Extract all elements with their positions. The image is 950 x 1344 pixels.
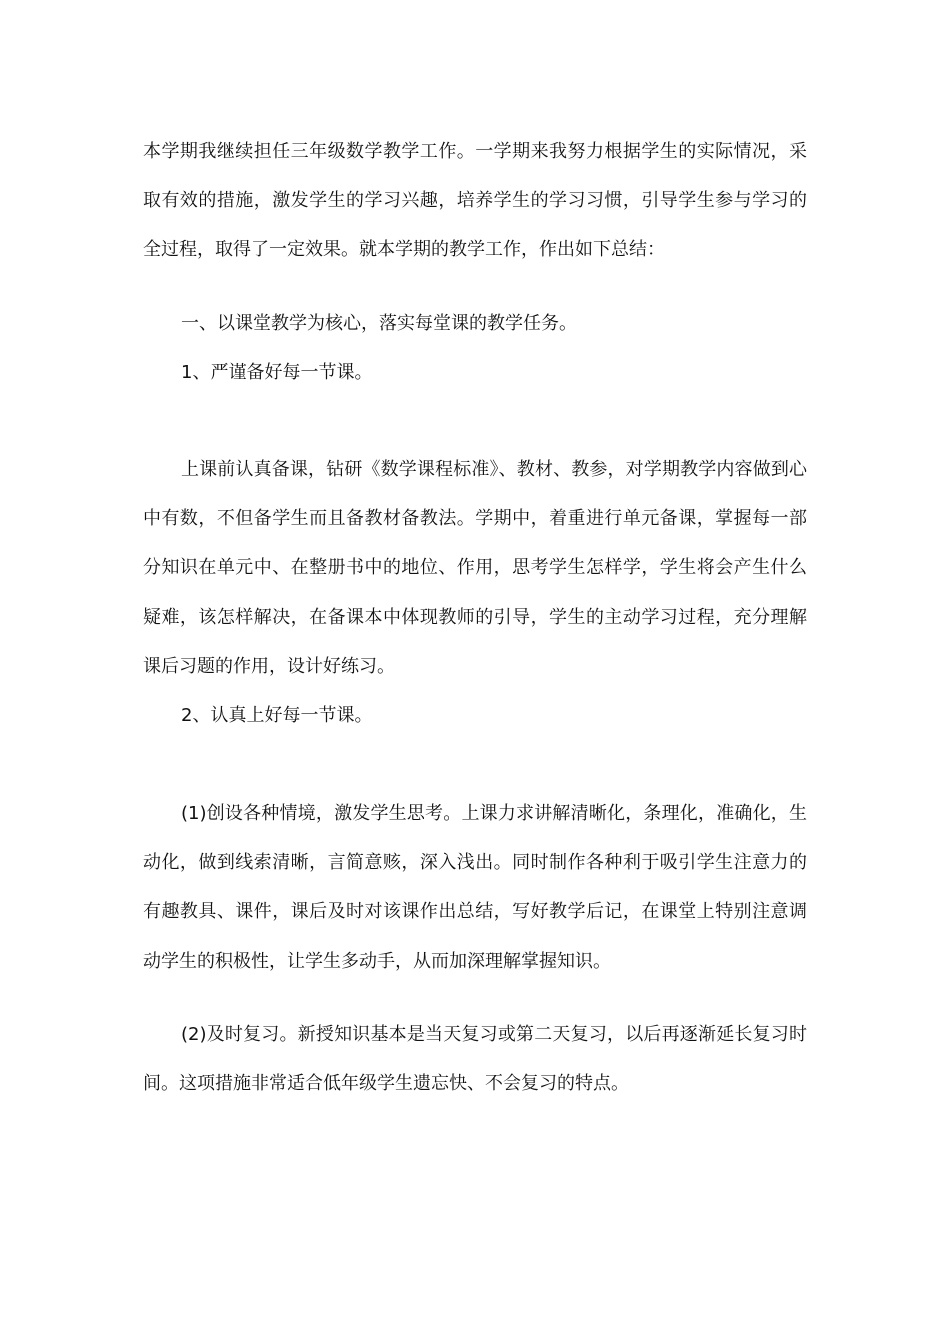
item-2-paragraph: (2)及时复习。新授知识基本是当天复习或第二天复习，以后再逐渐延长复习时间。这项措施非常适合低年级学生遗忘快、不会复习的特点。: [143, 1024, 807, 1095]
subsection-heading-2: 2、认真上好每一节课。: [181, 705, 373, 726]
section-heading: 一、以课堂教学为核心，落实每堂课的教学任务。: [181, 313, 577, 334]
intro-paragraph: 本学期我继续担任三年级数学教学工作。一学期来我努力根据学生的实际情况，采取有效的措施，激发学生的学习兴趣，培养学生的学习习惯，引导学生参与学习的全过程，取得了一定效果。就本学期的教学工作，作出如下总结：: [143, 141, 807, 261]
lesson-prep-paragraph: 上课前认真备课，钻研《数学课程标准》、教材、教参，对学期教学内容做到心中有数，不但备学生而且备教材备教法。学期中，着重进行单元备课，掌握每一部分知识在单元中、在整册书中的地位、作用，思考学生怎样学，学生将会产生什么疑难，该怎样解决，在备课本中体现教师的引导，学生的主动学习过程，充分理解课后习题的作用，设计好练习。: [143, 459, 807, 677]
subsection-heading-1: 1、严谨备好每一节课。: [181, 362, 373, 383]
item-1-paragraph: (1)创设各种情境，激发学生思考。上课力求讲解清晰化，条理化，准确化，生动化，做到线索清晰，言简意赅，深入浅出。同时制作各种利于吸引学生注意力的有趣教具、课件，课后及时对该课作出总结，写好教学后记，在课堂上特别注意调动学生的积极性，让学生多动手，从而加深理解掌握知识。: [143, 803, 807, 972]
